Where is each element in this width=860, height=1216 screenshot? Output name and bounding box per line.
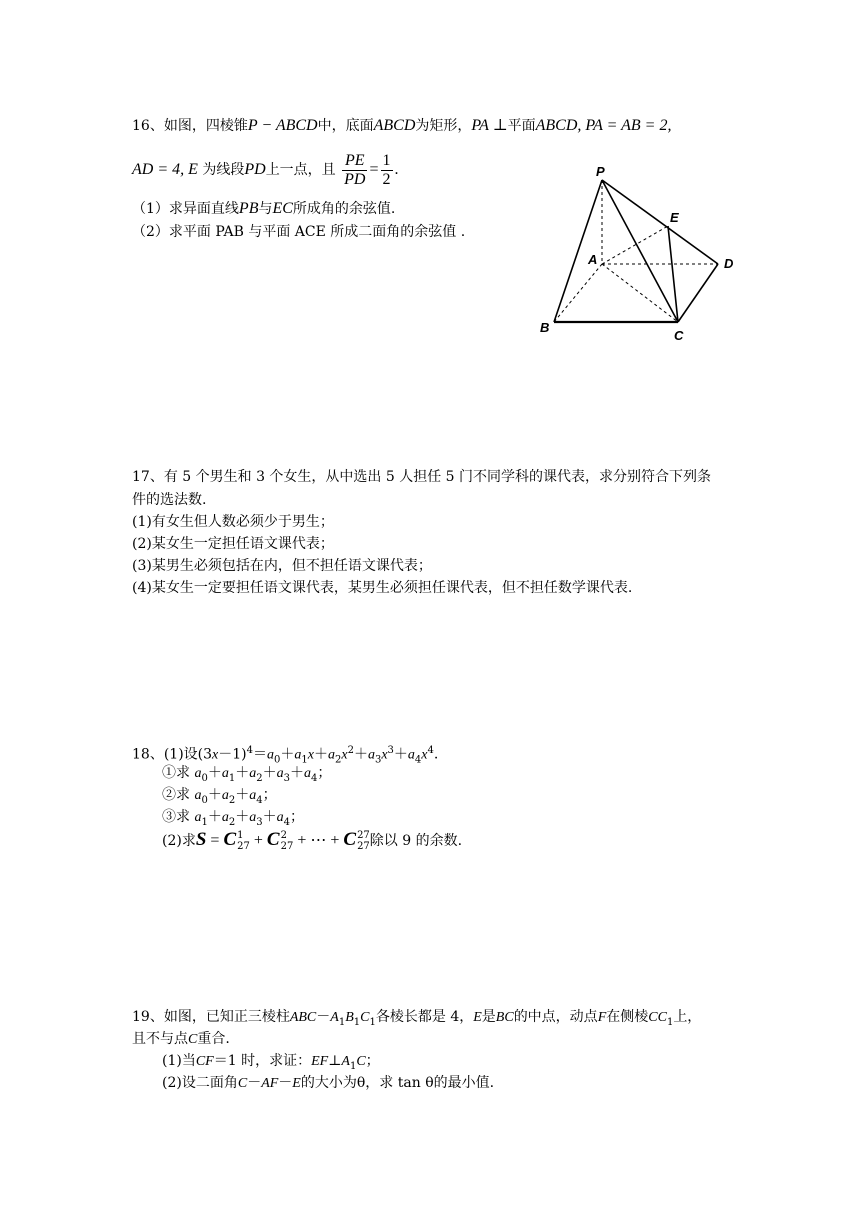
power-4: 4 bbox=[246, 745, 253, 756]
sub-1: 1 bbox=[201, 816, 208, 828]
q16-number: 16、 bbox=[132, 118, 164, 134]
edge-ae bbox=[602, 226, 668, 264]
plus: ＋ bbox=[280, 746, 295, 763]
point-f: F bbox=[597, 1010, 607, 1025]
q19-line2-end: 重合. bbox=[197, 1031, 230, 1047]
q16-ad: AD = 4, E bbox=[132, 161, 198, 178]
q18-p2-post: 除以 9 的余数. bbox=[369, 833, 463, 849]
seg-cf: CF bbox=[195, 1054, 214, 1069]
coef-a: a bbox=[194, 810, 202, 825]
plus: ＋ bbox=[207, 787, 222, 803]
q16-is-rect: 为矩形， bbox=[415, 118, 472, 134]
q16-half-num: 1 bbox=[382, 151, 391, 169]
sub-1: 1 bbox=[369, 1016, 376, 1028]
q16-part1 bbox=[132, 199, 395, 219]
pow-2: 2 bbox=[347, 745, 354, 756]
q16-part1-ec: EC bbox=[272, 200, 293, 217]
plus: ＋ bbox=[235, 787, 250, 803]
q18-part2 bbox=[162, 826, 462, 855]
coef-a: a bbox=[249, 810, 257, 825]
sub-2: 2 bbox=[228, 816, 236, 828]
q16-part1-pb: PB bbox=[238, 200, 259, 217]
var-x: x bbox=[212, 747, 219, 763]
coef-a: a bbox=[276, 766, 284, 781]
q17-item-2: (2)某女生一定担任语文课代表； bbox=[132, 536, 334, 552]
sub-2: 2 bbox=[228, 794, 236, 806]
q19-p1-mid: ＝1 时，求证： bbox=[213, 1053, 312, 1069]
theta: θ bbox=[425, 1075, 434, 1091]
edge-ab bbox=[554, 264, 602, 322]
sub-1: 1 bbox=[301, 754, 308, 766]
sum-equals: = bbox=[206, 832, 224, 849]
edge-pc bbox=[602, 180, 678, 322]
q16-perp: PA ⊥ bbox=[471, 117, 508, 134]
perp: ⊥ bbox=[328, 1053, 342, 1069]
point-a1: A bbox=[341, 1054, 350, 1069]
sub-1: 1 bbox=[349, 1060, 357, 1072]
q16-part1-post: 所成角的余弦值. bbox=[292, 201, 396, 217]
q16-frac-den: PD bbox=[344, 170, 366, 188]
sub-1: 1 bbox=[338, 1016, 346, 1028]
binom-k27: 27 bbox=[357, 830, 370, 841]
semicolon: ； bbox=[317, 765, 332, 781]
binom-c: C bbox=[223, 829, 237, 850]
q16-mid: 中，底面 bbox=[317, 118, 374, 134]
sub-1: 1 bbox=[353, 1016, 361, 1028]
q16-part1-with: 与 bbox=[258, 201, 273, 217]
q19-mid4: 在侧棱 bbox=[606, 1009, 649, 1025]
period: . bbox=[433, 746, 439, 763]
sub-4: 4 bbox=[310, 772, 318, 784]
label-b: B bbox=[540, 320, 550, 335]
coef-a: a bbox=[194, 766, 202, 781]
sub-0: 0 bbox=[201, 794, 208, 806]
sub-4: 4 bbox=[414, 754, 422, 766]
sum-s: S bbox=[195, 829, 207, 850]
dash: － bbox=[247, 1075, 262, 1091]
dash: － bbox=[278, 1075, 293, 1091]
q19-mid2: 是 bbox=[481, 1009, 496, 1025]
q19-line2-text: 且不与点 bbox=[132, 1031, 188, 1047]
sub-2: 2 bbox=[334, 754, 342, 766]
var-x: x bbox=[421, 747, 428, 763]
coef-a: a bbox=[267, 747, 274, 763]
prism-b1: B bbox=[345, 1010, 354, 1025]
binom-c: C bbox=[343, 829, 357, 850]
edge-ac bbox=[602, 264, 678, 322]
q18-number: 18、 bbox=[132, 746, 164, 763]
theta: θ bbox=[356, 1075, 366, 1091]
seg-bc: BC bbox=[495, 1010, 514, 1025]
var-x: x bbox=[307, 747, 314, 763]
coef-a: a bbox=[407, 747, 415, 763]
plus: ＋ bbox=[289, 765, 304, 781]
q18-p1-mid: －1) bbox=[218, 746, 247, 763]
edge-cd bbox=[678, 264, 718, 322]
sub-1: 1 bbox=[666, 1016, 674, 1028]
q16-ratio-fraction bbox=[342, 152, 367, 189]
q16-eq: = bbox=[369, 161, 379, 178]
prism-a1: A bbox=[330, 1010, 339, 1025]
edge-pd bbox=[602, 180, 718, 264]
q16-on-seg: 为线段 bbox=[202, 162, 245, 178]
q16-base: ABCD bbox=[373, 117, 416, 134]
binom-n: 27 bbox=[280, 841, 294, 852]
binom-2-27 bbox=[281, 830, 294, 852]
q16-part2: （2）求平面 PAB 与平面 ACE 所成二面角的余弦值 . bbox=[132, 224, 466, 240]
q16-pd: PD bbox=[244, 161, 266, 178]
var-x: x bbox=[381, 747, 388, 763]
sub-3: 3 bbox=[374, 754, 382, 766]
binom-1-27 bbox=[237, 830, 250, 852]
q18-sub3-pre: ③求 bbox=[162, 809, 190, 825]
coef-a: a bbox=[221, 766, 229, 781]
semicolon: ； bbox=[262, 787, 277, 803]
q17-line1: 17、有 5 个男生和 3 个女生，从中选出 5 人担任 5 门不同学科的课代表，求分别符合下列条 bbox=[132, 469, 712, 485]
q17-item-3: (3)某男生必须包括在内，但不担任语文课代表； bbox=[132, 558, 432, 574]
prism-abc: ABC bbox=[289, 1010, 317, 1025]
coef-a: a bbox=[221, 788, 229, 803]
sum-dots: + ⋯ + bbox=[293, 832, 344, 849]
label-c: C bbox=[674, 328, 684, 343]
q19-line2 bbox=[132, 1029, 230, 1050]
q16-part1-pre: （1）求异面直线 bbox=[132, 201, 239, 217]
q16-line1 bbox=[132, 116, 671, 136]
binom-n: 27 bbox=[237, 841, 250, 852]
q16-point-cond: 上一点，且 bbox=[265, 162, 336, 178]
binom-c: C bbox=[266, 829, 280, 850]
plus: ＋ bbox=[313, 746, 328, 763]
point-c: C bbox=[188, 1032, 198, 1047]
pyramid-figure bbox=[536, 160, 756, 350]
label-p: P bbox=[596, 164, 605, 179]
label-d: D bbox=[724, 256, 734, 271]
sum-plus: + bbox=[249, 832, 267, 849]
point-e: E bbox=[292, 1076, 301, 1091]
q19-p1-pre: (1)当 bbox=[162, 1053, 196, 1069]
coef-a: a bbox=[249, 788, 257, 803]
q19-part2 bbox=[162, 1073, 494, 1094]
sub-0: 0 bbox=[274, 754, 281, 766]
q16-half-fraction bbox=[381, 152, 393, 189]
plus: ＋ bbox=[235, 809, 250, 825]
coef-a: a bbox=[194, 788, 202, 803]
binom-k1: 1 bbox=[237, 830, 244, 841]
q16-half-den: 2 bbox=[382, 170, 391, 188]
plus: ＋ bbox=[207, 765, 222, 781]
sub-2: 2 bbox=[256, 772, 263, 784]
sub-3: 3 bbox=[256, 816, 263, 828]
q19-mid5: 上， bbox=[673, 1009, 702, 1025]
q19-p2-end: 的最小值. bbox=[433, 1075, 495, 1091]
q16-plane: ABCD, PA = AB = 2, bbox=[535, 117, 672, 134]
dash: － bbox=[316, 1009, 331, 1025]
semicolon: ； bbox=[289, 809, 304, 825]
coef-a: a bbox=[294, 747, 302, 763]
seg-af: AF bbox=[261, 1076, 279, 1091]
sub-1: 1 bbox=[228, 772, 236, 784]
pow-4: 4 bbox=[427, 745, 434, 756]
q16-intro: 如图，四棱锥 bbox=[163, 118, 248, 134]
q18-sub1-pre: ①求 bbox=[162, 765, 190, 781]
q18-p2-pre: (2)求 bbox=[162, 833, 196, 849]
edge-pb bbox=[554, 180, 602, 322]
q18-sub2-pre: ②求 bbox=[162, 787, 190, 803]
plus: ＋ bbox=[393, 746, 408, 763]
q19-p1-end: ； bbox=[365, 1053, 380, 1069]
q19-mid3: 的中点，动点 bbox=[513, 1009, 598, 1025]
q19-p2-pre: (2)设二面角 bbox=[162, 1075, 238, 1091]
q19-number: 19、如图，已知正三棱柱 bbox=[132, 1009, 290, 1025]
q17-line2: 件的选法数. bbox=[132, 492, 207, 508]
seg-ef: EF bbox=[311, 1054, 329, 1069]
binom-27-27 bbox=[357, 830, 370, 852]
point-e: E bbox=[473, 1010, 482, 1025]
q19-p2-mid: 的大小为 bbox=[300, 1075, 357, 1091]
plus: ＋ bbox=[235, 765, 250, 781]
plus: ＋ bbox=[262, 765, 277, 781]
plus: ＋ bbox=[207, 809, 222, 825]
pow-3: 3 bbox=[387, 745, 394, 756]
var-x: x bbox=[341, 747, 348, 763]
q16-dot: . bbox=[394, 161, 399, 178]
edge-cc1: CC bbox=[648, 1010, 667, 1025]
q16-frac-num: PE bbox=[342, 152, 367, 171]
label-a: A bbox=[588, 252, 598, 267]
binom-n: 27 bbox=[357, 841, 370, 852]
plus: ＋ bbox=[262, 809, 277, 825]
q17-item-4: (4)某女生一定要担任语文课代表，某男生必须担任课代表，但不担任数学课代表. bbox=[132, 580, 633, 596]
sub-3: 3 bbox=[283, 772, 290, 784]
binom-k2: 2 bbox=[280, 830, 287, 841]
coef-a: a bbox=[367, 747, 375, 763]
q19-p2-tan: ，求 tan bbox=[365, 1075, 426, 1091]
q16-line2 bbox=[132, 150, 399, 190]
prism-c1: C bbox=[360, 1010, 370, 1025]
q16-pyramid: P − ABCD bbox=[247, 117, 318, 134]
q16-plane-word: 平面 bbox=[507, 118, 536, 134]
q17-item-1: (1)有女生但人数必须少于男生； bbox=[132, 514, 334, 530]
coef-a: a bbox=[221, 810, 229, 825]
equals: ＝ bbox=[253, 746, 267, 763]
q19-mid1: 各棱长都是 4， bbox=[375, 1009, 474, 1025]
coef-a: a bbox=[327, 747, 335, 763]
point-c: C bbox=[237, 1076, 248, 1091]
sub-0: 0 bbox=[201, 772, 208, 784]
q18-p1-pre: (1)设(3 bbox=[163, 746, 213, 763]
point-c: C bbox=[356, 1054, 366, 1069]
plus: ＋ bbox=[353, 746, 368, 763]
coef-a: a bbox=[249, 766, 257, 781]
sub-4: 4 bbox=[256, 794, 263, 806]
coef-a: a bbox=[303, 766, 311, 781]
sub-4: 4 bbox=[283, 816, 290, 828]
label-e: E bbox=[670, 210, 679, 225]
coef-a: a bbox=[276, 810, 284, 825]
